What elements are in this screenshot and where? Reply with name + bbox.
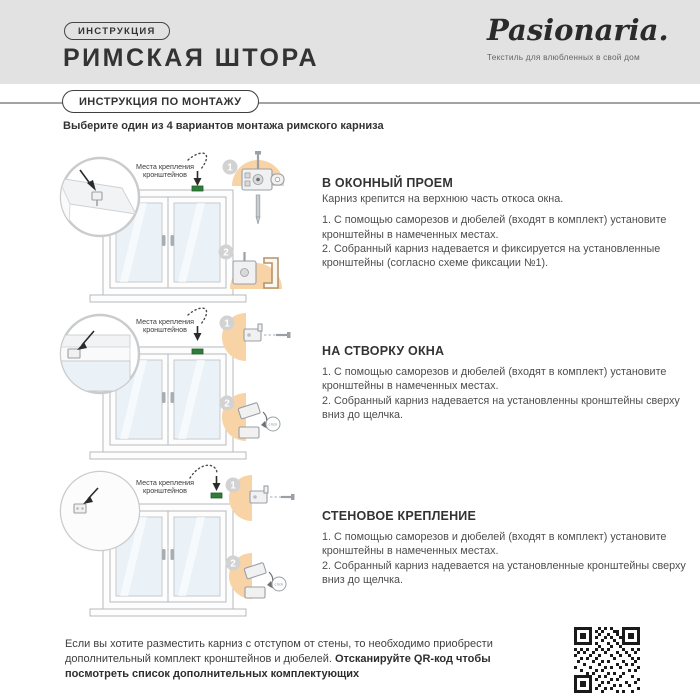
brand-tagline: Текстиль для влюбленных в свой дом — [487, 51, 640, 62]
header — [0, 0, 700, 84]
option-steps — [322, 530, 694, 587]
option-steps — [322, 365, 694, 422]
down-arrow-icon — [194, 171, 202, 186]
marker-label-line2: кронштейнов — [143, 486, 187, 495]
bracket-marker-green — [192, 186, 203, 191]
step-text: 1. С помощью саморезов и дюбелей (входят в комплект) установите кронштейны в намеченных местах. — [322, 214, 667, 241]
dotted-arc — [190, 465, 217, 478]
option-window-opening — [322, 176, 694, 271]
step-text: 2. Собранный карниз надевается на установленные кронштейны сверху вниз до щелчка. — [322, 559, 686, 587]
marker-label-line1: Места крепления — [136, 478, 194, 487]
svg-text:2: 2 — [230, 558, 236, 570]
svg-text:1: 1 — [230, 480, 236, 492]
step-2-detail — [226, 553, 287, 599]
marker-label-line1: Места крепления — [136, 162, 194, 171]
marker-label-line1: Места крепления — [136, 317, 194, 326]
footer-note — [65, 637, 517, 683]
bracket-marker-green — [192, 349, 203, 354]
instruction-badge: ИНСТРУКЦИЯ — [64, 22, 170, 40]
bracket-marker-green — [211, 493, 222, 498]
click-bubble — [272, 577, 286, 591]
option-window-sash — [322, 344, 694, 422]
step-text: 2. Собранный карниз надевается и фиксируется на установленные кронштейны (согласно схеме фиксации №1). — [322, 243, 661, 270]
step-1-detail — [226, 475, 295, 521]
intro-text: Выберите один из 4 вариантов монтажа римского карниза — [63, 120, 384, 132]
step-text: 2. Собранный карниз надевается на установленны кронштейны сверху вниз до щелчка. — [322, 394, 680, 422]
svg-text:2: 2 — [224, 398, 230, 410]
down-arrow-icon — [194, 326, 202, 341]
svg-text:click: click — [274, 582, 284, 587]
option-title: НА СТВОРКУ ОКНА — [322, 344, 445, 358]
magnifier-circle — [61, 472, 139, 550]
click-bubble — [266, 417, 280, 431]
option-wall-mount — [322, 509, 694, 587]
svg-text:click: click — [268, 422, 278, 427]
illustration-window-sash — [40, 305, 320, 465]
brand-logo: Pasionaria. — [487, 13, 669, 47]
marker-label-line2: кронштейнов — [143, 170, 187, 179]
option-steps — [322, 213, 694, 270]
svg-text:2: 2 — [223, 247, 229, 259]
option-subtitle: Карниз крепится на верхнюю часть откоса окна. — [322, 193, 564, 205]
footer-note-regular: Если вы хотите разместить карниз с отступом от стены, то необходимо приобрести дополнительный комплект кронштейнов и дюбелей. — [65, 638, 493, 666]
step-text: 1. С помощью саморезов и дюбелей (входят в комплект) установите кронштейны в намеченных местах. — [322, 366, 667, 393]
qr-code — [574, 627, 640, 693]
section-title-pill: ИНСТРУКЦИЯ ПО МОНТАЖУ — [62, 90, 259, 113]
page-title: РИМСКАЯ ШТОРА — [63, 44, 319, 72]
option-title: СТЕНОВОЕ КРЕПЛЕНИЕ — [322, 509, 477, 523]
illustration-wall-mount — [40, 462, 320, 622]
footer-note-bold: Отсканируйте QR-код чтобы посмотреть список дополнительных комплектующих — [65, 653, 491, 681]
svg-text:1: 1 — [227, 162, 233, 174]
option-title: В ОКОННЫЙ ПРОЕМ — [322, 176, 453, 190]
step-text: 1. С помощью саморезов и дюбелей (входят в комплект) установите кронштейны в намеченных местах. — [322, 531, 667, 558]
svg-text:1: 1 — [224, 318, 230, 330]
magnifier-circle — [56, 315, 139, 393]
step-1-detail — [220, 313, 291, 361]
down-arrow-icon — [213, 476, 221, 491]
illustration-window-opening — [40, 148, 320, 308]
marker-label-line2: кронштейнов — [143, 325, 187, 334]
brand-block — [487, 13, 669, 62]
